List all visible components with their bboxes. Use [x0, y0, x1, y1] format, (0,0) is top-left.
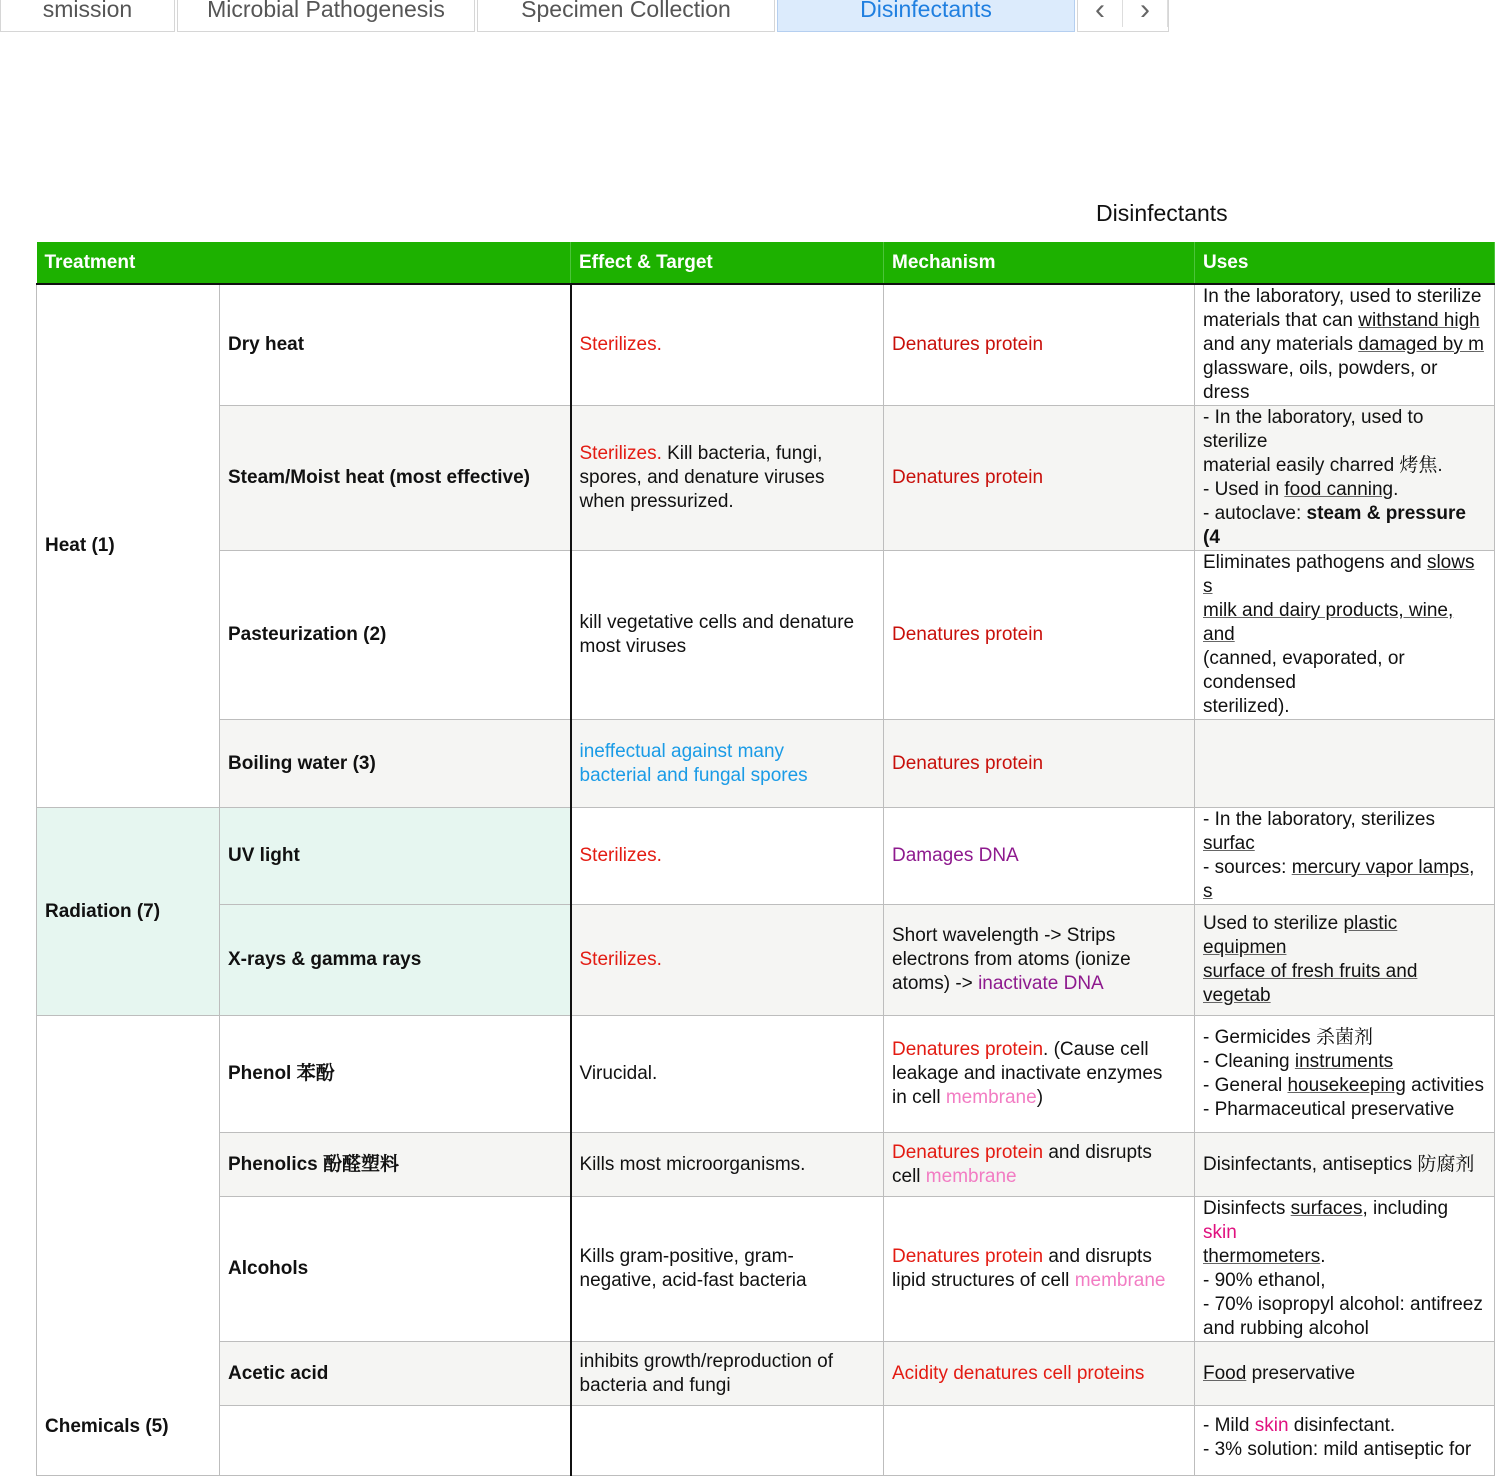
- sheet-tabs: [0, 0, 1171, 34]
- treatment-name-cell: [220, 1406, 571, 1476]
- text-run: leakage and inactivate enzymes: [892, 1063, 1163, 1084]
- treatment-name-cell: [220, 808, 571, 905]
- text-run: surfaces: [1290, 1198, 1363, 1219]
- mechanism-cell: [884, 551, 1195, 720]
- text-run: milk and dairy products, wine, and: [1203, 600, 1454, 645]
- text-run: bacterial and fungal spores: [579, 764, 808, 786]
- disinfectants-table: [36, 242, 1495, 1476]
- tab-specimen-collection[interactable]: Specimen Collection: [477, 0, 775, 32]
- cell-line: [580, 1269, 876, 1293]
- treatment-name-cell: [220, 1342, 571, 1406]
- text-run: bacteria and fungi: [579, 1374, 731, 1396]
- table-row: [37, 406, 1495, 551]
- text-run: Kill bacteria, fungi,: [661, 443, 823, 464]
- text-run: surface of fresh fruits and vegetab: [1203, 961, 1418, 1006]
- text-run: (canned, evaporated, or condensed: [1203, 648, 1405, 693]
- text-run: . (Cause cell: [1043, 1039, 1149, 1060]
- cell-line: [892, 333, 1186, 357]
- uses-cell: [1195, 1197, 1495, 1342]
- table-row: [37, 1342, 1495, 1406]
- mechanism-cell: [884, 1016, 1195, 1133]
- cell-line: [1203, 695, 1486, 719]
- table-row: [37, 1197, 1495, 1342]
- effect-target-cell: [571, 808, 884, 905]
- text-run: Sterilizes.: [579, 845, 662, 866]
- effect-target-cell: [571, 1133, 884, 1197]
- text-run: ineffectual against many: [579, 740, 785, 762]
- cell-line: [1203, 1153, 1486, 1177]
- treatment-group-cell: [37, 808, 220, 1016]
- treatment-name-cell: [220, 720, 571, 808]
- text-run: and disrupts: [1043, 1141, 1152, 1163]
- text-run: Denatures protein: [892, 752, 1044, 774]
- mechanism-cell: [884, 1406, 1195, 1476]
- mechanism-cell: [884, 1342, 1195, 1406]
- cell-line: [580, 844, 876, 868]
- text-run: Acidity denatures cell proteins: [892, 1362, 1145, 1384]
- text-run: in cell: [892, 1087, 946, 1108]
- cell-line: [892, 844, 1186, 868]
- text-run: - 90% ethanol,: [1203, 1270, 1326, 1291]
- treatment-name: Phenolics 酚醛塑料: [228, 1153, 400, 1175]
- header-treatment[interactable]: Treatment: [37, 242, 571, 284]
- text-run: - Used in: [1203, 479, 1285, 500]
- cell-line: [1203, 357, 1486, 405]
- cell-line: [1203, 808, 1486, 856]
- text-run: Sterilizes.: [579, 334, 662, 355]
- cell-line: [1203, 1026, 1486, 1050]
- header-mechanism[interactable]: Mechanism: [884, 242, 1195, 284]
- cell-line: [892, 752, 1186, 776]
- text-run: and disrupts: [1043, 1246, 1152, 1267]
- cell-line: [892, 1038, 1186, 1062]
- cell-line: [580, 1350, 876, 1374]
- cell-line: [580, 442, 876, 466]
- table-row: [37, 1133, 1495, 1197]
- text-run: thermometers: [1203, 1246, 1321, 1267]
- mechanism-cell: [884, 1133, 1195, 1197]
- header-uses[interactable]: Uses: [1195, 242, 1495, 284]
- text-run: .: [1320, 1246, 1326, 1267]
- treatment-name-cell: [220, 406, 571, 551]
- treatment-name: Steam/Moist heat (most effective): [228, 467, 530, 488]
- text-run: Eliminates pathogens and: [1203, 552, 1427, 573]
- cell-line: [1203, 912, 1486, 960]
- text-run: housekeeping: [1287, 1075, 1406, 1096]
- text-run: when pressurized.: [579, 491, 734, 512]
- text-run: membrane: [945, 1087, 1037, 1108]
- treatment-name: Acetic acid: [228, 1362, 329, 1384]
- text-run: and rubbing alcohol: [1203, 1318, 1369, 1339]
- text-run: electrons from atoms (ionize: [892, 949, 1131, 970]
- text-run: activities: [1405, 1075, 1484, 1096]
- cell-line: [580, 740, 876, 764]
- text-run: spores, and denature viruses: [579, 467, 825, 488]
- cell-line: [1203, 502, 1486, 550]
- table-row: [37, 551, 1495, 720]
- cell-line: [1203, 406, 1486, 454]
- cell-line: [580, 1245, 876, 1269]
- cell-line: [1203, 1269, 1486, 1293]
- text-run: atoms) ->: [892, 973, 979, 994]
- cell-line: [1203, 333, 1486, 357]
- treatment-name: UV light: [228, 845, 300, 866]
- text-run: Denatures protein: [892, 1039, 1044, 1060]
- table-row: [37, 808, 1495, 905]
- table-row: [37, 720, 1495, 808]
- effect-target-cell: [571, 284, 884, 406]
- text-run: mercury vapor lamps, s: [1203, 857, 1475, 902]
- header-row: [37, 242, 1495, 284]
- cell-line: [1203, 1098, 1486, 1122]
- uses-cell: [1195, 808, 1495, 905]
- effect-target-cell: [571, 1406, 884, 1476]
- table-row: [37, 1406, 1495, 1476]
- text-run: food canning: [1284, 479, 1394, 500]
- uses-cell: [1195, 1342, 1495, 1406]
- cell-line: [1203, 1050, 1486, 1074]
- text-run: Disinfectants, antiseptics 防腐剂: [1203, 1153, 1475, 1175]
- text-run: preservative: [1246, 1362, 1356, 1384]
- text-run: Sterilizes.: [579, 443, 662, 464]
- tab-scroll-nav: [1077, 0, 1169, 32]
- treatment-name-cell: [220, 1016, 571, 1133]
- cell-line: [580, 490, 876, 514]
- mechanism-cell: [884, 284, 1195, 406]
- cell-line: [1203, 1197, 1486, 1245]
- uses-cell: [1195, 406, 1495, 551]
- text-run: instruments: [1294, 1051, 1394, 1072]
- table-row: [37, 1016, 1495, 1133]
- mechanism-cell: [884, 1197, 1195, 1342]
- cell-line: [1203, 285, 1486, 309]
- text-run: disinfectant.: [1288, 1415, 1396, 1436]
- text-run: Sterilizes.: [579, 949, 662, 970]
- effect-target-cell: [571, 551, 884, 720]
- effect-target-cell: [571, 720, 884, 808]
- cell-line: [892, 972, 1186, 996]
- text-run: Disinfects: [1203, 1198, 1291, 1219]
- uses-cell: [1195, 1016, 1495, 1133]
- text-run: , including: [1362, 1198, 1449, 1219]
- cell-line: [892, 623, 1186, 647]
- uses-cell: [1195, 1133, 1495, 1197]
- cell-line: [580, 333, 876, 357]
- treatment-name-cell: [220, 1197, 571, 1342]
- cell-line: [580, 1153, 876, 1177]
- text-run: Denatures protein: [892, 1141, 1044, 1163]
- effect-target-cell: [571, 1016, 884, 1133]
- treatment-name: Boiling water (3): [228, 752, 376, 774]
- text-run: - 3% solution: mild antiseptic for: [1203, 1439, 1472, 1460]
- text-run: Damages DNA: [892, 845, 1019, 866]
- text-run: - sources:: [1203, 857, 1292, 878]
- effect-target-cell: [571, 1342, 884, 1406]
- cell-line: [1203, 1245, 1486, 1269]
- text-run: kill vegetative cells and denature: [579, 612, 855, 633]
- treatment-group-cell: [37, 1016, 220, 1476]
- treatment-name: Alcohols: [228, 1258, 309, 1279]
- text-run: withstand high: [1358, 310, 1480, 331]
- uses-cell: [1195, 551, 1495, 720]
- text-run: negative, acid-fast bacteria: [579, 1270, 807, 1291]
- text-run: Used to sterilize: [1203, 913, 1344, 934]
- cell-line: [892, 1165, 1186, 1189]
- text-run: damaged by m: [1358, 334, 1484, 355]
- text-run: Denatures protein: [892, 334, 1044, 355]
- cell-line: [892, 1062, 1186, 1086]
- cell-line: [1203, 454, 1486, 478]
- text-run: - General: [1203, 1075, 1288, 1096]
- text-run: membrane: [1074, 1270, 1166, 1291]
- cell-line: [1203, 478, 1486, 502]
- effect-target-cell: [571, 406, 884, 551]
- text-run: - Cleaning: [1203, 1051, 1295, 1072]
- cell-line: [580, 948, 876, 972]
- cell-line: [1203, 1362, 1486, 1386]
- cell-line: [580, 1062, 876, 1086]
- treatment-group-cell: [37, 284, 220, 808]
- cell-line: [1203, 856, 1486, 904]
- text-run: Kills most microorganisms.: [579, 1153, 806, 1175]
- cell-line: [1203, 1414, 1486, 1438]
- cell-line: [580, 466, 876, 490]
- treatment-group-label: Heat (1): [45, 535, 115, 556]
- text-run: cell: [892, 1165, 926, 1187]
- text-run: plastic equipmen: [1203, 913, 1398, 958]
- mechanism-cell: [884, 720, 1195, 808]
- text-run: In the laboratory, used to sterilize: [1203, 286, 1482, 307]
- cell-line: [1203, 599, 1486, 647]
- text-run: inactivate DNA: [978, 973, 1104, 994]
- cell-line: [580, 611, 876, 635]
- cell-line: [1203, 1293, 1486, 1317]
- table-row: [37, 905, 1495, 1016]
- text-run: Denatures protein: [892, 1246, 1044, 1267]
- text-run: steam & pressure (4: [1203, 503, 1466, 548]
- treatment-group-label: Radiation (7): [45, 900, 161, 922]
- text-run: slows s: [1203, 552, 1475, 597]
- treatment-name-cell: [220, 551, 571, 720]
- uses-cell: [1195, 905, 1495, 1016]
- cell-line: [1203, 1438, 1486, 1462]
- text-run: .: [1393, 479, 1399, 500]
- text-run: inhibits growth/reproduction of: [579, 1350, 833, 1372]
- mechanism-cell: [884, 905, 1195, 1016]
- chevron-left-icon[interactable]: ‹: [1078, 0, 1123, 27]
- tab-smission[interactable]: smission: [0, 0, 175, 32]
- tab-disinfectants[interactable]: Disinfectants: [777, 0, 1075, 32]
- uses-cell: [1195, 720, 1495, 808]
- header-effect-target[interactable]: Effect & Target: [571, 242, 884, 284]
- text-run: ): [1036, 1087, 1044, 1108]
- text-run: materials that can: [1203, 310, 1359, 331]
- treatment-name-cell: [220, 284, 571, 406]
- text-run: glassware, oils, powders, or dress: [1203, 358, 1438, 403]
- treatment-name-cell: [220, 1133, 571, 1197]
- text-run: - 70% isopropyl alcohol: antifreez: [1203, 1294, 1483, 1315]
- text-run: - Pharmaceutical preservative: [1203, 1099, 1455, 1120]
- cell-line: [892, 1245, 1186, 1269]
- mechanism-cell: [884, 808, 1195, 905]
- uses-cell: [1195, 284, 1495, 406]
- text-run: surfac: [1203, 833, 1255, 854]
- cell-line: [580, 635, 876, 659]
- cell-line: [1203, 960, 1486, 1008]
- table-row: [37, 284, 1495, 406]
- text-run: most viruses: [579, 636, 687, 657]
- text-run: Denatures protein: [892, 467, 1044, 488]
- cell-line: [892, 1086, 1186, 1110]
- text-run: Virucidal.: [579, 1063, 658, 1084]
- cell-line: [892, 466, 1186, 490]
- mechanism-cell: [884, 406, 1195, 551]
- cell-line: [1203, 1074, 1486, 1098]
- cell-line: [1203, 551, 1486, 599]
- text-run: - In the laboratory, sterilizes: [1203, 809, 1435, 830]
- cell-line: [892, 924, 1186, 948]
- cell-line: [892, 948, 1186, 972]
- cell-line: [1203, 647, 1486, 695]
- chevron-right-icon[interactable]: ›: [1123, 0, 1168, 27]
- treatment-name-cell: [220, 905, 571, 1016]
- treatment-name: Dry heat: [228, 334, 305, 355]
- cell-line: [892, 1141, 1186, 1165]
- cell-line: [580, 764, 876, 788]
- text-run: - Mild: [1203, 1415, 1255, 1436]
- text-run: skin: [1203, 1222, 1237, 1243]
- effect-target-cell: [571, 905, 884, 1016]
- text-run: sterilized).: [1203, 696, 1290, 717]
- cell-line: [892, 1269, 1186, 1293]
- text-run: Food: [1203, 1362, 1247, 1384]
- text-run: lipid structures of cell: [892, 1270, 1075, 1291]
- cell-line: [1203, 309, 1486, 333]
- text-run: - Germicides 杀菌剂: [1203, 1027, 1373, 1048]
- text-run: Kills gram-positive, gram-: [579, 1246, 794, 1267]
- text-run: - In the laboratory, used to sterilize: [1203, 407, 1424, 452]
- text-run: Short wavelength -> Strips: [892, 925, 1116, 946]
- text-run: - autoclave:: [1203, 503, 1307, 524]
- effect-target-cell: [571, 1197, 884, 1342]
- text-run: skin: [1254, 1415, 1289, 1436]
- treatment-name: Phenol 苯酚: [228, 1063, 335, 1084]
- text-run: membrane: [925, 1165, 1017, 1187]
- treatment-group-label: Chemicals (5): [45, 1416, 169, 1437]
- uses-cell: [1195, 1406, 1495, 1476]
- text-run: and any materials: [1203, 334, 1359, 355]
- cell-line: [1203, 1317, 1486, 1341]
- tab-microbial-pathogenesis[interactable]: Microbial Pathogenesis: [177, 0, 475, 32]
- text-run: Denatures protein: [892, 624, 1044, 645]
- cell-line: [580, 1374, 876, 1398]
- treatment-name: Pasteurization (2): [228, 624, 387, 645]
- cell-line: [892, 1362, 1186, 1386]
- treatment-name: X-rays & gamma rays: [228, 949, 422, 970]
- sheet-title: Disinfectants: [1096, 200, 1228, 226]
- text-run: material easily charred 烤焦.: [1203, 455, 1443, 476]
